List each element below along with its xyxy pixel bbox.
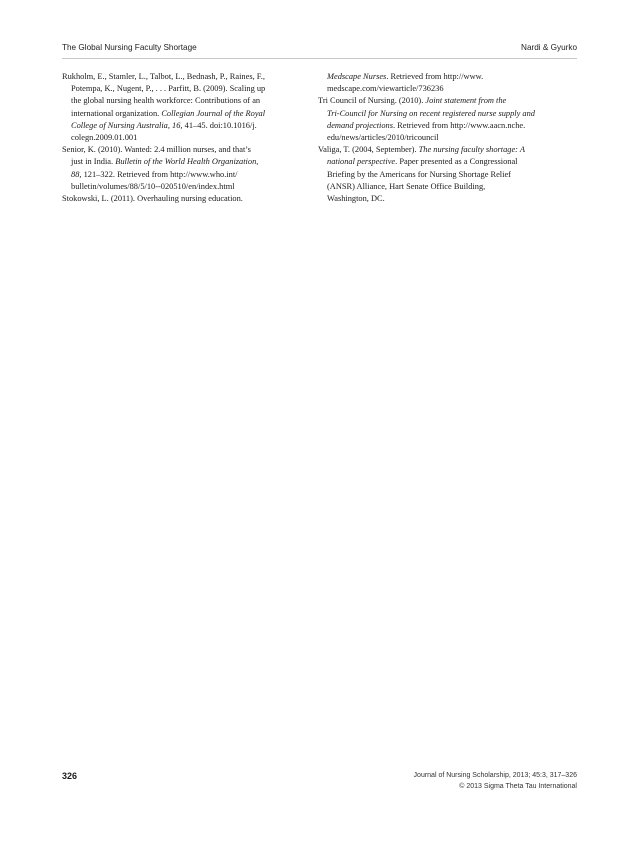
page-number: 326	[62, 771, 78, 781]
reference-line	[62, 108, 308, 120]
journal-line: Journal of Nursing Scholarship, 2013; 45:3, 317–326	[413, 772, 577, 779]
reference-line	[318, 120, 580, 132]
reference-text: just in India.	[71, 157, 116, 167]
reference-senior	[62, 144, 308, 193]
document-title: Joint statement from the	[425, 96, 507, 106]
running-head-title: The Global Nursing Faculty Shortage	[62, 43, 197, 52]
journal-title: College of Nursing Australia, 16,	[71, 120, 183, 130]
reference-line: Washington, DC.	[327, 194, 385, 204]
reference-text: . Retrieved from http://www.aacn.nche.	[392, 120, 526, 130]
reference-rukholm	[62, 71, 308, 144]
reference-url: bulletin/volumes/88/5/10--020510/en/index.html	[71, 181, 235, 191]
reference-line	[62, 169, 308, 181]
reference-text: . Paper presented as a Congressional	[395, 157, 518, 167]
reference-text: 41–45. doi:10.1016/j.	[182, 120, 257, 130]
journal-title: Medscape Nurses	[327, 72, 387, 81]
reference-url: edu/news/articles/2010/tricouncil	[327, 133, 439, 143]
reference-stokowski-continued	[318, 71, 580, 95]
reference-line: Senior, K. (2010). Wanted: 2.4 million nurses, and that’s	[62, 145, 251, 155]
reference-line	[318, 95, 580, 107]
reference-text: . Retrieved from http://www.	[386, 72, 484, 81]
document-title: Tri-Council for Nursing on recent registered nurse supply and	[327, 108, 535, 118]
journal-citation	[414, 771, 577, 792]
reference-text: international organization.	[71, 108, 162, 118]
reference-valiga	[318, 144, 580, 205]
reference-line: Briefing by the Americans for Nursing Shortage Relief	[327, 169, 511, 179]
reference-tri-council	[318, 95, 580, 144]
document-title: demand projections	[327, 120, 393, 130]
reference-line: (ANSR) Alliance, Hart Senate Office Building,	[327, 181, 486, 191]
references-left-column	[62, 71, 308, 205]
reference-line	[318, 108, 580, 120]
reference-line	[318, 144, 580, 156]
references-right-column	[318, 71, 580, 205]
running-head	[62, 43, 577, 57]
reference-text: Valiga, T. (2004, September).	[318, 145, 419, 155]
copyright-line: © 2013 Sigma Theta Tau International	[459, 782, 577, 790]
running-head-authors: Nardi & Gyurko	[521, 43, 577, 52]
journal-volume: 88,	[71, 169, 82, 179]
reference-line	[318, 71, 580, 83]
reference-line	[318, 156, 580, 168]
paper-title: The nursing faculty shortage: A	[418, 145, 526, 155]
header-divider	[62, 58, 577, 59]
reference-doi: colegn.2009.01.001	[71, 133, 138, 143]
reference-line	[62, 120, 308, 132]
reference-stokowski	[62, 193, 308, 205]
reference-line	[62, 156, 308, 168]
reference-line: Potempa, K., Nugent, P., . . . Parfitt, B. (2009). Scaling up	[71, 84, 266, 94]
reference-line: Rukholm, E., Stamler, L., Talbot, L., Bednash, P., Raines, F.,	[62, 72, 265, 81]
reference-line: the global nursing health workforce: Contributions of an	[71, 96, 261, 106]
journal-title: Bulletin of the World Health Organization,	[115, 157, 259, 167]
reference-text: Tri Council of Nursing. (2010).	[318, 96, 426, 106]
reference-url: medscape.com/viewarticle/736236	[327, 84, 444, 94]
reference-line: Stokowski, L. (2011). Overhauling nursing education.	[62, 194, 243, 204]
paper-title: national perspective	[327, 157, 396, 167]
reference-text: 121–322. Retrieved from http://www.who.int/	[81, 169, 238, 179]
journal-title: Collegian Journal of the Royal	[161, 108, 266, 118]
